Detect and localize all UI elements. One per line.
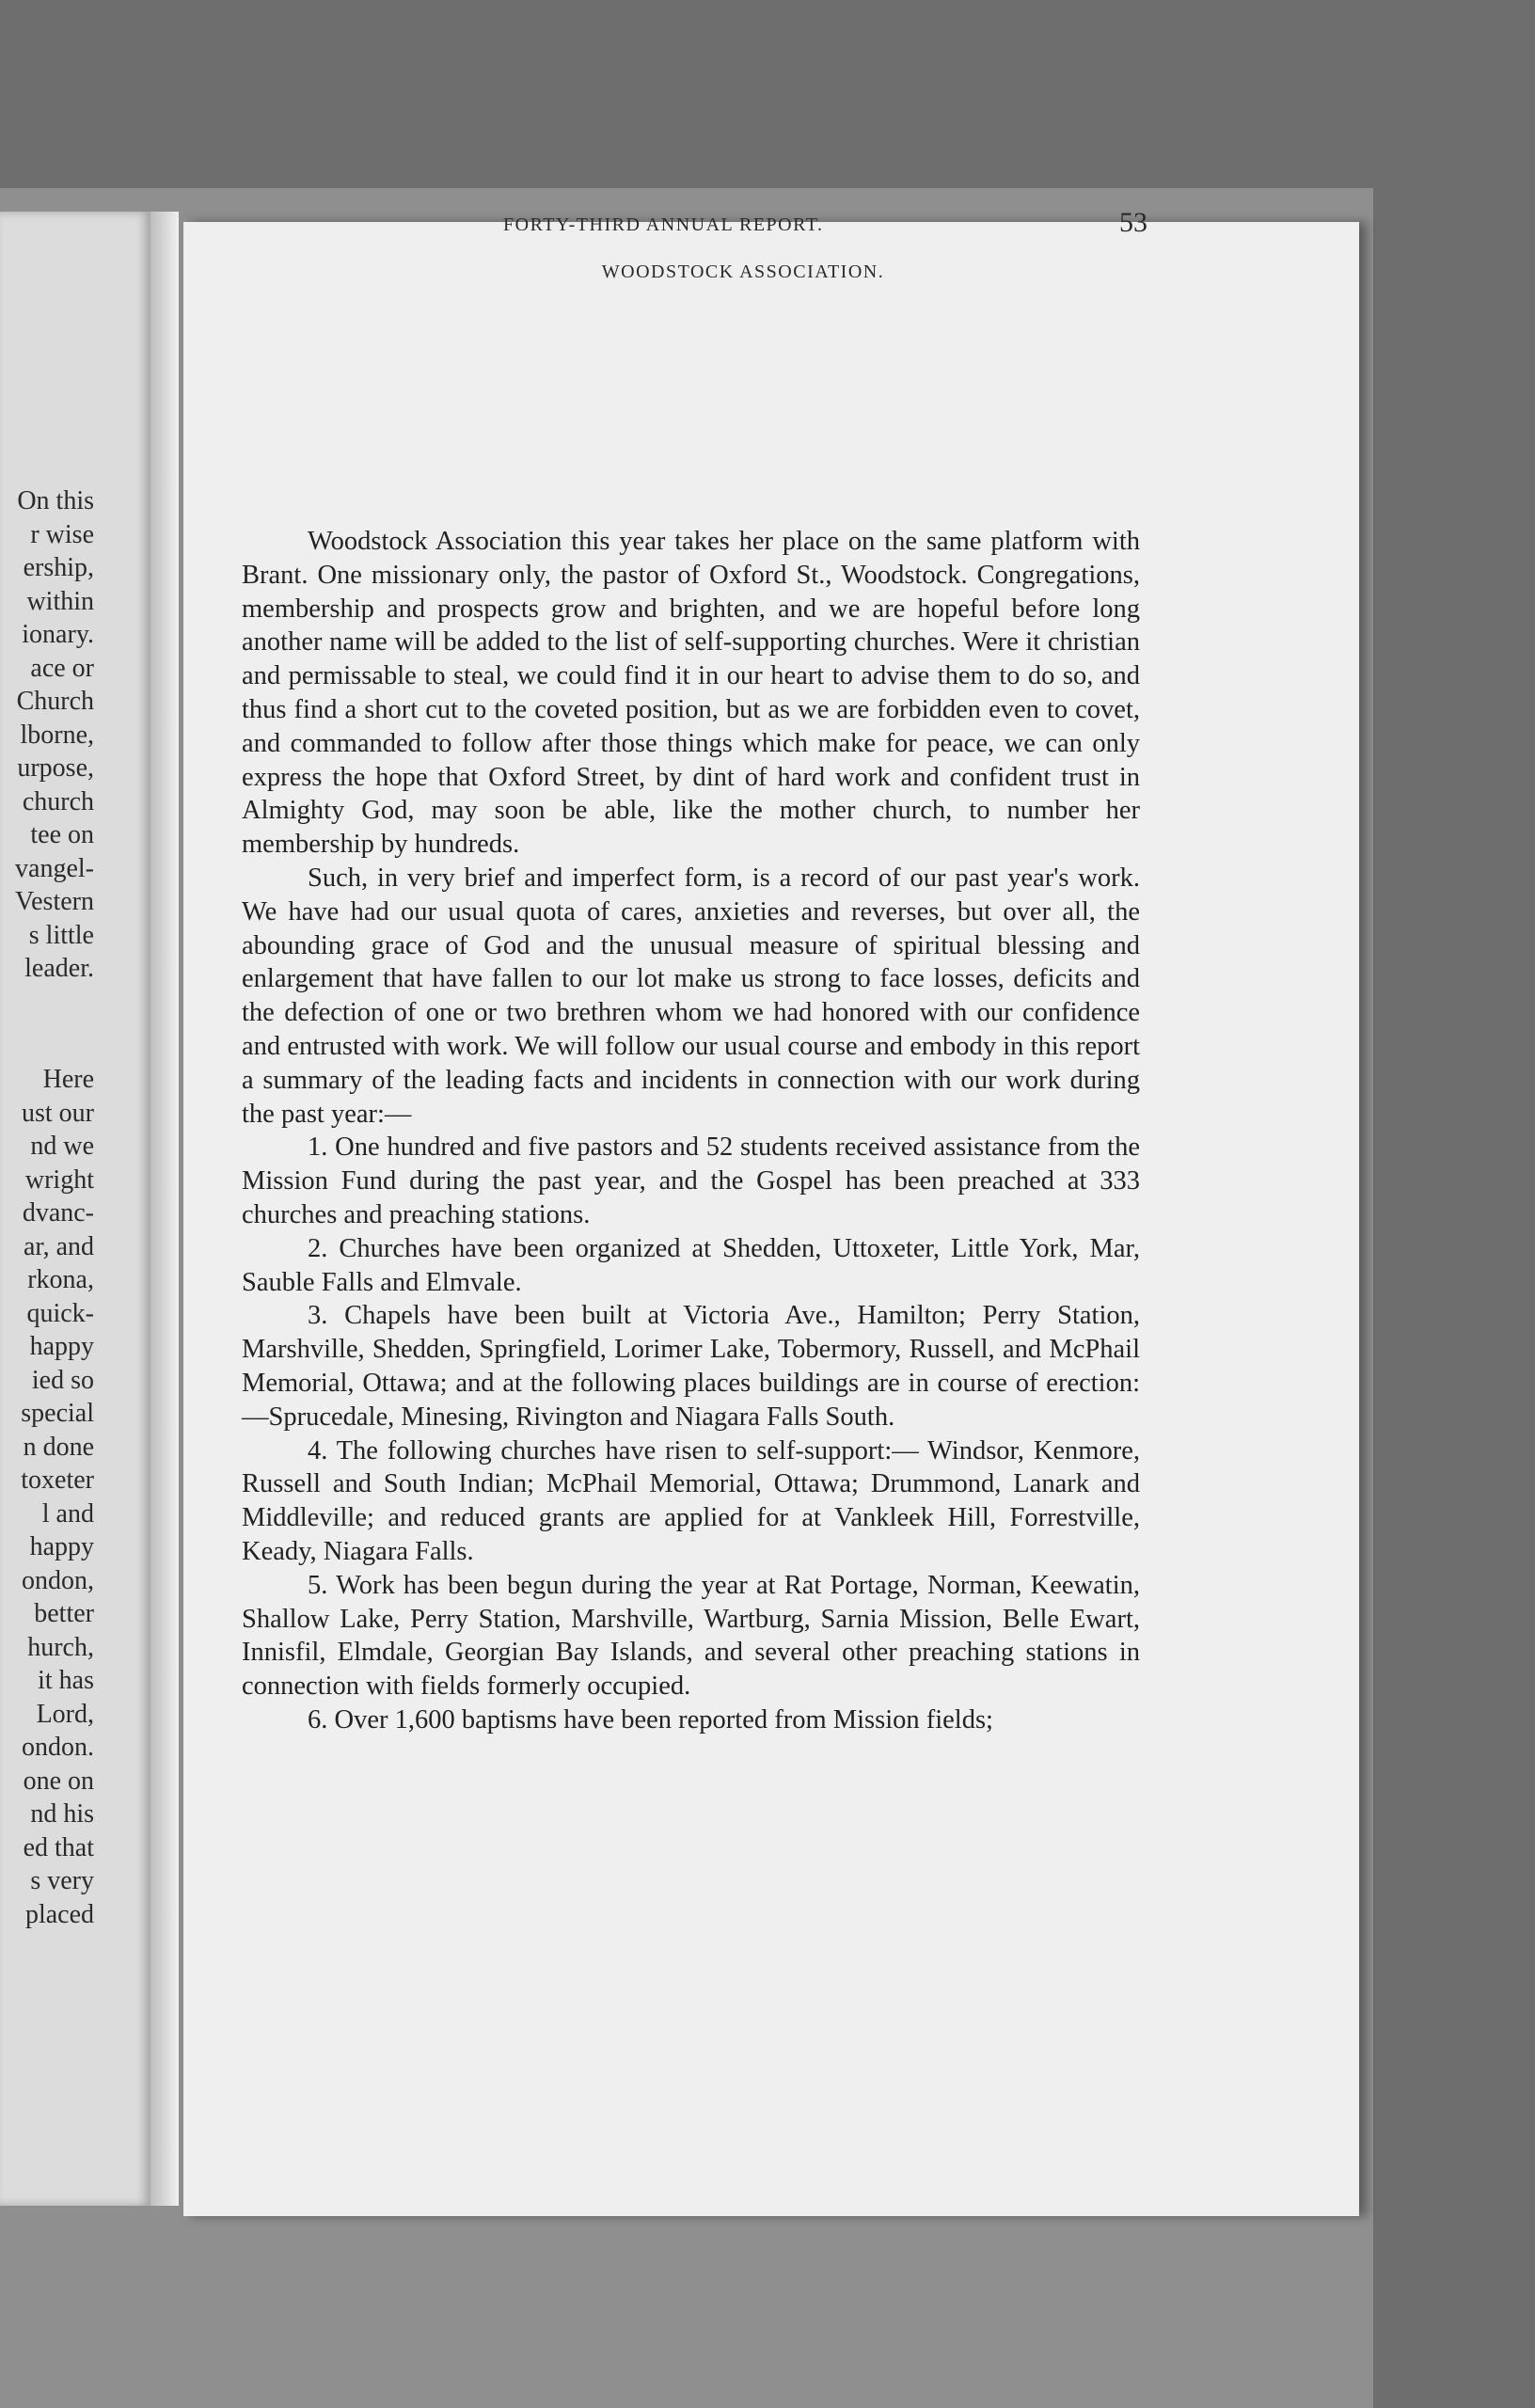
paragraph: 1. One hundred and five pastors and 52 students received assistance from the Mission Fund during the past year, and the Gospel has been preached at 333 churches and preaching stations. <box>242 1133 1140 1229</box>
facing-page-line: ership, <box>23 553 94 582</box>
facing-page-line: lborne, <box>20 720 94 750</box>
facing-page-line: l and <box>41 1498 94 1529</box>
facing-page-line: church <box>22 786 94 816</box>
facing-page-line: ondon. <box>22 1733 94 1762</box>
facing-page-line: urpose, <box>17 753 94 783</box>
facing-page-line: dvanc- <box>22 1198 94 1228</box>
facing-page-line: ed that <box>23 1832 94 1862</box>
scan-border-top <box>0 0 1535 188</box>
facing-page-line: r wise <box>30 519 94 549</box>
paragraph: Such, in very brief and imperfect form, is a record of our past year's work. We have had our usual quota of cares, anxieties and reverses, but over all, the abounding grace of God and the unusual measure of spiritual blessing and enlargement that have fallen to our lot make us strong to face losses, deficits and the defection of one or two brethren whom we had honored with our confidence and entrusted with work. We will follow our usual course and embody in this report a summary of the leading facts and incidents in connection with our work during the past year:— <box>242 863 1140 1129</box>
facing-page-line: it has <box>38 1666 94 1695</box>
facing-page-text-top <box>0 484 94 986</box>
page <box>183 222 1359 2216</box>
facing-page-line: vangel- <box>15 853 94 883</box>
paragraph: 5. Work has been begun during the year at Rat Portage, Norman, Keewatin, Shallow Lake, Perry Station, Marshville, Wartburg, Sarnia Mission, Belle Ewart, Innisfil, Elmdale, Georgian Bay Islands, and several other preaching stations in connection with fields formerly occupied. <box>242 1570 1140 1702</box>
facing-page-line: ar, and <box>23 1231 94 1261</box>
facing-page-line: one on <box>23 1766 94 1796</box>
facing-page-text-bottom <box>0 1063 94 1931</box>
facing-page-line: wright <box>24 1164 94 1195</box>
scan-border-right <box>1373 188 1535 2408</box>
facing-page-line: leader. <box>24 954 94 983</box>
facing-page-line: s very <box>30 1866 94 1895</box>
facing-page-line: tee on <box>30 820 94 849</box>
facing-page-line: special <box>21 1399 94 1428</box>
page-gutter <box>150 212 179 2206</box>
paragraph: Woodstock Association this year takes her place on the same platform with Brant. One missionary only, the pastor of Oxford St., Woodstock. Congregations, membership and prospects grow and brighten, and we are hopeful before long another name will be added to the list of self-supporting churches. Were it christian and permissable to steal, we could find it in our heart to advise them to do so, and thus find a short cut to the coveted position, but as we are forbidden even to covet, and commanded to follow after those things which make for peace, we can only express the hope that Oxford Street, by dint of hard work and confident trust in Almighty God, may soon be able, like the mother church, to number her membership by hundreds. <box>242 527 1140 860</box>
facing-page-line: rkona, <box>27 1265 94 1294</box>
facing-page-line: Here <box>42 1065 94 1094</box>
facing-page-line: Lord, <box>36 1699 94 1729</box>
facing-page <box>0 212 150 2206</box>
running-head: FORTY-THIRD ANNUAL REPORT. <box>503 214 824 235</box>
facing-page-line: hurch, <box>27 1632 94 1662</box>
facing-page-line: nd we <box>30 1132 94 1161</box>
facing-page-line: happy <box>29 1532 94 1561</box>
paragraph: 4. The following churches have risen to self-support:— Windsor, Kenmore, Russell and South Indian; McPhail Memorial, Ottawa; Drummond, Lanark and Middleville; and reduced grants are applied for at Vankleek Hill, Forrestville, Keady, Niagara Falls. <box>242 1435 1140 1566</box>
facing-page-line: Church <box>16 687 94 716</box>
body-text <box>242 525 1140 1737</box>
paragraph: 6. Over 1,600 baptisms have been reported from Mission fields; <box>308 1704 993 1735</box>
facing-page-line: nd his <box>30 1799 94 1829</box>
facing-page-line: s little <box>28 920 94 950</box>
facing-page-line: ace or <box>30 653 94 683</box>
facing-page-line: toxeter <box>21 1465 94 1495</box>
facing-page-line: better <box>34 1599 94 1628</box>
section-title: WOODSTOCK ASSOCIATION. <box>601 261 885 282</box>
facing-page-line: ionary. <box>22 620 94 649</box>
facing-page-line: quick- <box>26 1298 94 1328</box>
paragraph: 2. Churches have been organized at Shedden, Uttoxeter, Little York, Mar, Sauble Falls and Elmvale. <box>242 1233 1140 1297</box>
facing-page-line: n done <box>23 1432 94 1462</box>
facing-page-line: ied so <box>31 1365 94 1395</box>
page-header <box>320 207 1147 245</box>
paragraph: 3. Chapels have been built at Victoria Ave., Hamilton; Perry Station, Marshville, Shedden, Springfield, Lorimer Lake, Tobermory, Russell, and McPhail Memorial, Ottawa; and at the following places buildings are in course of erection:—Sprucedale, Minesing, Rivington and Niagara Falls South. <box>242 1301 1140 1432</box>
facing-page-line: ust our <box>22 1098 94 1128</box>
facing-page-line: within <box>26 586 94 616</box>
facing-page-line: On this <box>17 486 94 515</box>
facing-page-line: placed <box>24 1899 94 1929</box>
facing-page-line: happy <box>29 1332 94 1361</box>
facing-page-line: Vestern <box>15 887 94 916</box>
page-number: 53 <box>1119 207 1147 238</box>
facing-page-line: ondon, <box>22 1565 94 1595</box>
